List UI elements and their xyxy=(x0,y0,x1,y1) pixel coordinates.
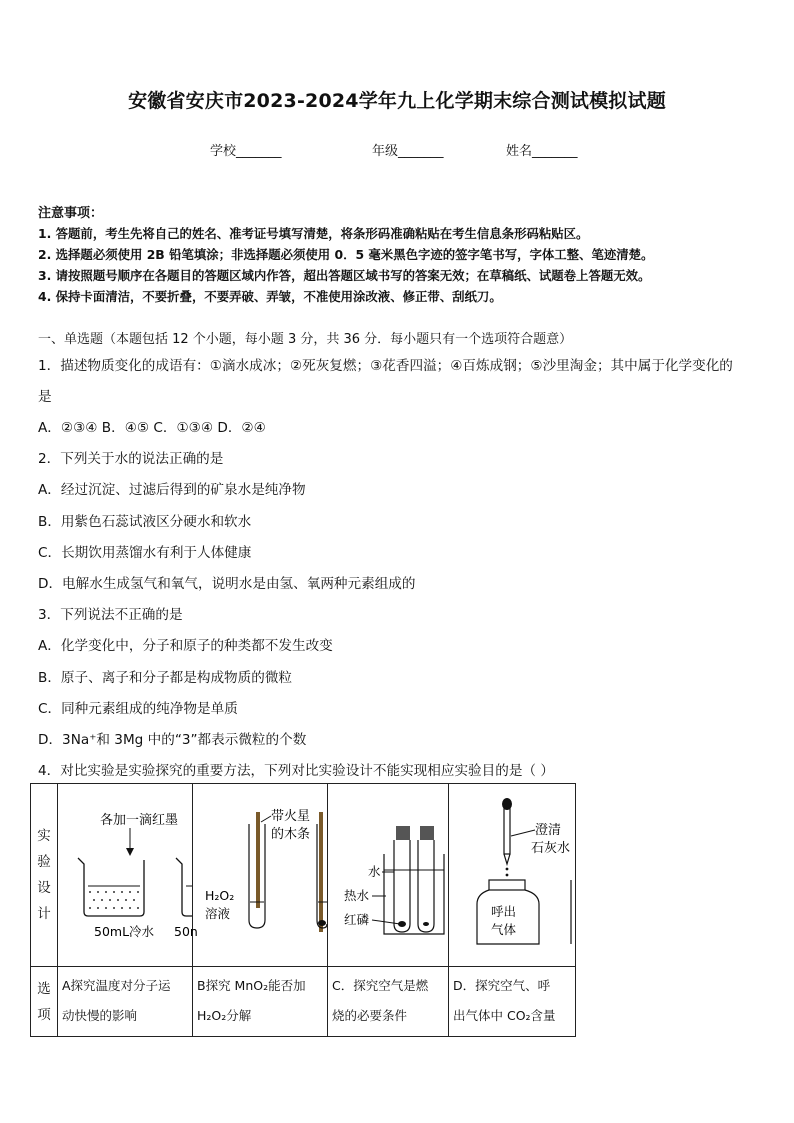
figure-b-side-label-1: H₂O₂ xyxy=(205,888,235,903)
caption-line: 烧的必要条件 xyxy=(332,1008,408,1023)
row-label-char: 项 xyxy=(37,1006,51,1023)
q3-option-d: D．3Na⁺和 3Mg 中的“3”都表示微粒的个数 xyxy=(38,732,307,748)
caption-c xyxy=(328,967,449,1037)
figure-b-cell xyxy=(193,784,328,967)
figure-c-phosphorus xyxy=(328,784,448,962)
notice-item: 1. 答题前，考生先将自己的姓名、准考证号填写清楚，将条形码准确粘贴在考生信息条形码粘贴区。 xyxy=(38,226,589,241)
row-label-char: 验 xyxy=(37,854,51,870)
row-label-char: 实 xyxy=(37,828,51,844)
q2-option-d: D．电解水生成氢气和氧气，说明水是由氢、氧两种元素组成的 xyxy=(38,576,416,592)
figure-b-top-label-2: 的木条 xyxy=(271,827,311,842)
caption-line: H₂O₂分解 xyxy=(197,1008,252,1023)
q3-stem: 3．下列说法不正确的是 xyxy=(38,607,183,623)
figure-a-bottom-label: 50mL冷水 xyxy=(94,924,155,939)
caption-line: D．探究空气、呼 xyxy=(453,978,551,993)
notice-item: 4. 保持卡面清洁，不要折叠，不要弄破、弄皱，不准使用涂改液、修正带、刮纸刀。 xyxy=(38,289,502,304)
q3-option-a: A．化学变化中，分子和原子的种类都不发生改变 xyxy=(38,638,333,654)
figure-d-gas-jar xyxy=(449,784,575,962)
figure-d-cell xyxy=(449,784,576,967)
q1-stem: 1．描述物质变化的成语有：①滴水成冰；②死灰复燃；③花香四溢；④百炼成钢；⑤沙里淘金；其中属于化学变化的 xyxy=(38,358,733,374)
q3-option-b: B．原子、离子和分子都是构成物质的微粒 xyxy=(38,670,293,686)
caption-line: C．探究空气是燃 xyxy=(332,978,429,993)
figure-b-top-label-1: 带火星 xyxy=(271,809,311,824)
figure-a-bottom-label-2: 50n xyxy=(174,924,198,939)
caption-a xyxy=(58,967,193,1037)
q2-option-b: B．用紫色石蕊试液区分硬水和软水 xyxy=(38,514,252,530)
figure-c-label-hot-water: 热水 xyxy=(344,888,370,903)
caption-b xyxy=(193,967,328,1037)
row-label-char: 计 xyxy=(37,906,51,922)
figure-c-label-phosphorus: 红磷 xyxy=(344,912,370,927)
row-label-option xyxy=(31,967,58,1037)
q2-option-a: A．经过沉淀、过滤后得到的矿泉水是纯净物 xyxy=(38,482,306,498)
caption-line: 出气体中 CO₂含量 xyxy=(453,1008,556,1023)
school-field[interactable]: 学校_______ xyxy=(210,144,282,159)
q1-stem-cont: 是 xyxy=(38,389,52,405)
figure-c-cell xyxy=(328,784,449,967)
figure-d-jar-label-2: 气体 xyxy=(491,922,517,937)
notice-item: 2. 选择题必须使用 2B 铅笔填涂；非选择题必须使用 0．5 毫米黑色字迹的签字笔书写，字体工整、笔迹清楚。 xyxy=(38,247,654,262)
figure-d-label-1: 澄清 xyxy=(535,823,562,838)
figure-a-beakers xyxy=(58,784,198,962)
caption-line: B探究 MnO₂能否加 xyxy=(197,978,306,993)
row-label-design xyxy=(31,784,58,967)
row-label-char: 设 xyxy=(37,880,51,896)
section-heading: 一、单选题（本题包括 12 个小题，每小题 3 分，共 36 分．每小题只有一个选项符合题意） xyxy=(38,332,573,347)
q4-stem: 4．对比实验是实验探究的重要方法，下列对比实验设计不能实现相应实验目的是（ ） xyxy=(38,763,554,779)
q2-stem: 2．下列关于水的说法正确的是 xyxy=(38,451,224,467)
q1-options: A．②③④ B．④⑤ C．①③④ D．②④ xyxy=(38,420,266,436)
figure-a-top-label: 各加一滴红墨 xyxy=(100,813,179,828)
experiment-table xyxy=(30,783,576,1037)
q3-option-c: C．同种元素组成的纯净物是单质 xyxy=(38,701,238,717)
figure-d-jar-label-1: 呼出 xyxy=(491,904,517,919)
caption-line: 动快慢的影响 xyxy=(62,1008,138,1023)
notice-heading: 注意事项： xyxy=(38,206,104,221)
grade-field[interactable]: 年级_______ xyxy=(372,144,444,159)
figure-c-label-water: 水 xyxy=(368,864,381,879)
q2-option-c: C．长期饮用蒸馏水有利于人体健康 xyxy=(38,545,252,561)
caption-line: A探究温度对分子运 xyxy=(62,978,171,993)
page-title: 安徽省安庆市2023-2024学年九上化学期末综合测试模拟试题 xyxy=(128,90,666,112)
notice-item: 3. 请按照题号顺序在各题目的答题区域内作答，超出答题区域书写的答案无效；在草稿纸、试题卷上答题无效。 xyxy=(38,268,651,283)
caption-d xyxy=(449,967,576,1037)
figure-b-side-label-2: 溶液 xyxy=(205,906,231,921)
figure-a-cell xyxy=(58,784,198,967)
figure-b-test-tubes xyxy=(193,784,327,962)
row-label-char: 选 xyxy=(37,980,51,997)
figure-d-label-2: 石灰水 xyxy=(531,841,571,856)
name-field[interactable]: 姓名_______ xyxy=(506,144,578,159)
